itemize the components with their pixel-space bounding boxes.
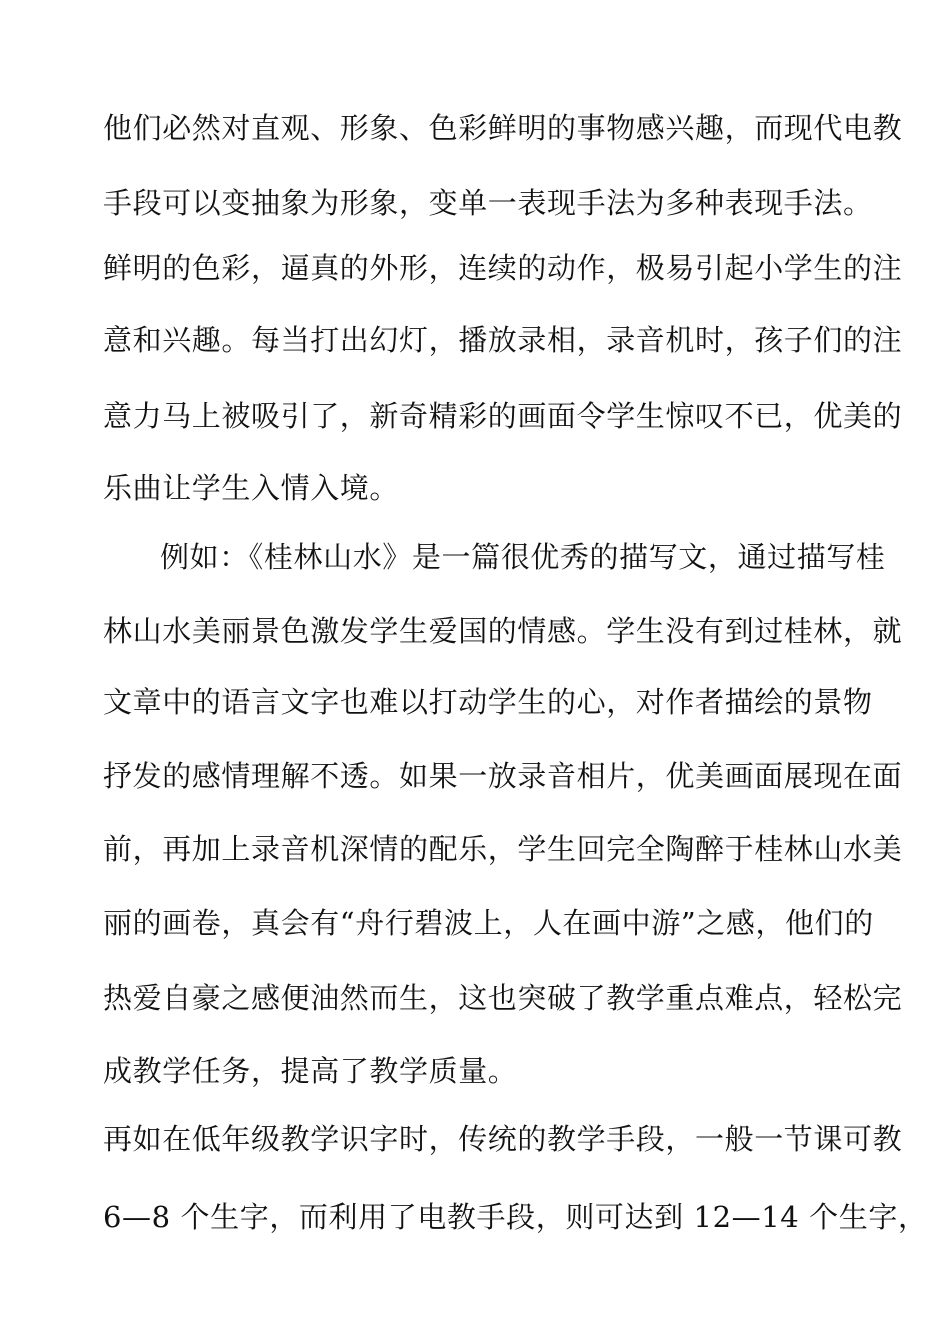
- text-line: 林山水美丽景色激发学生爱国的情感。学生没有到过桂林，就: [103, 614, 903, 648]
- text-line: 意和兴趣。每当打出幻灯，播放录相，录音机时，孩子们的注: [103, 323, 903, 357]
- text-line: 他们必然对直观、形象、色彩鲜明的事物感兴趣，而现代电教: [103, 111, 903, 145]
- text-line: 例如：《桂林山水》是一篇很优秀的描写文，通过描写桂: [160, 540, 886, 574]
- text-line: 丽的画卷，真会有“舟行碧波上，人在画中游”之感，他们的: [103, 906, 874, 940]
- text-line: 意力马上被吸引了，新奇精彩的画面令学生惊叹不已，优美的: [103, 399, 903, 433]
- text-line: 成教学任务，提高了教学质量。: [103, 1054, 518, 1088]
- text-line: 6—8 个生字，而利用了电教手段，则可达到 12—14 个生字，: [103, 1200, 928, 1234]
- text-line: 乐曲让学生入情入境。: [103, 471, 400, 505]
- text-line: 再如在低年级教学识字时，传统的教学手段，一般一节课可教: [103, 1122, 903, 1156]
- text-line: 手段可以变抽象为形象，变单一表现手法为多种表现手法。: [103, 186, 873, 220]
- text-line: 热爱自豪之感便油然而生，这也突破了教学重点难点，轻松完: [103, 981, 903, 1015]
- text-line: 鲜明的色彩，逼真的外形，连续的动作，极易引起小学生的注: [103, 251, 903, 285]
- text-line: 抒发的感情理解不透。如果一放录音相片，优美画面展现在面: [103, 759, 903, 793]
- text-line: 前，再加上录音机深情的配乐，学生回完全陶醉于桂林山水美: [103, 832, 903, 866]
- text-line: 文章中的语言文字也难以打动学生的心，对作者描绘的景物: [103, 685, 873, 719]
